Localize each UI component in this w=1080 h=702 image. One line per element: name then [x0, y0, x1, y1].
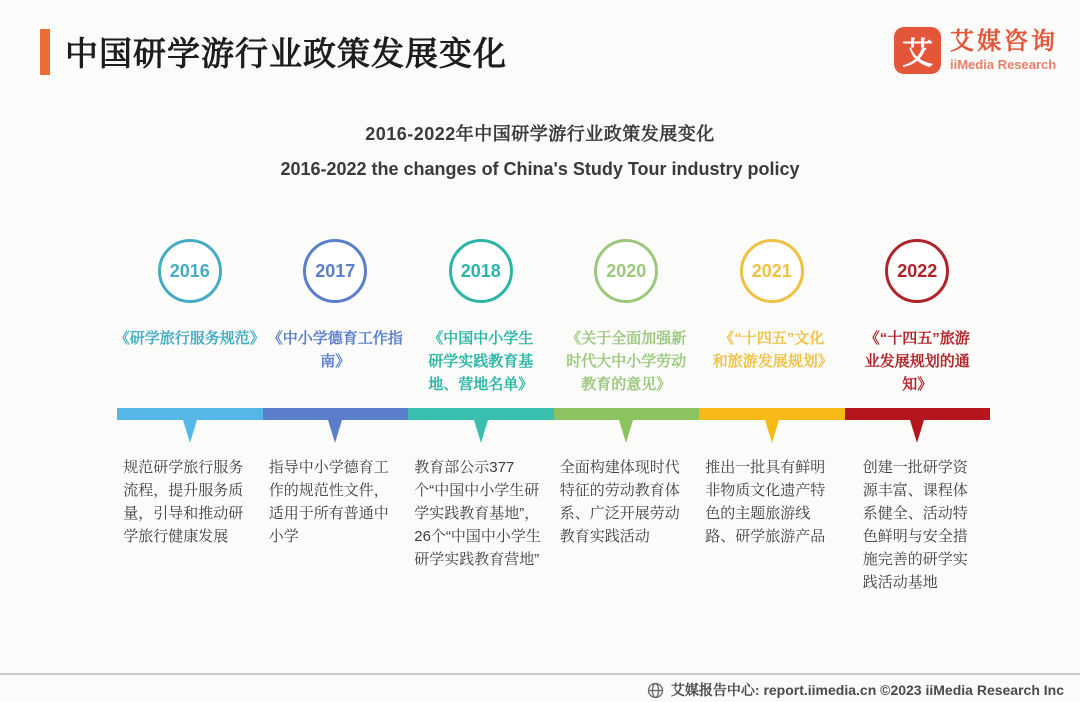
year-label: 2021 — [751, 260, 792, 281]
year-circle-row — [117, 239, 990, 303]
timeline-pointer — [474, 420, 488, 443]
logo-name-en: iiMedia Research — [950, 56, 1057, 72]
policy-description-2016: 规范研学旅行服务流程，提升服务质量，引导和推动研学旅行健康发展 — [123, 459, 244, 545]
year-label: 2020 — [606, 260, 647, 281]
timeline-segment-2016 — [117, 408, 263, 420]
year-circle-2016 — [158, 239, 222, 303]
year-circle-2020 — [594, 239, 658, 303]
chart-title-en: 2016-2022 the changes of China's Study Tour industry policy — [280, 159, 800, 179]
iimedia-globe-icon — [647, 682, 664, 699]
title-accent-bar — [40, 29, 50, 75]
page-title: 中国研学游行业政策发展变化 — [65, 35, 507, 72]
policy-title-2016: 《研学旅行服务规范》 — [114, 330, 265, 347]
timeline-segment-2017 — [263, 408, 409, 420]
year-circle-2022 — [885, 239, 949, 303]
timeline-pointer — [183, 420, 197, 443]
chart-subtitle — [0, 120, 1080, 180]
policy-title-2022: 《“十四五”旅游业发展规划的通知》 — [864, 330, 970, 393]
page-header — [40, 28, 507, 75]
logo-name-zh: 艾媒咨询 — [950, 28, 1058, 56]
footer — [647, 680, 1064, 700]
year-label: 2022 — [897, 260, 938, 281]
chart-title-zh: 2016-2022年中国研学游行业政策发展变化 — [365, 124, 715, 144]
policy-description-2022: 创建一批研学资源丰富、课程体系健全、活动特色鲜明与安全措施完善的研学实践活动基地 — [862, 459, 968, 591]
policy-description-2021: 推出一批具有鲜明非物质文化遗产特色的主题旅游线路、研学旅游产品 — [705, 459, 826, 545]
policy-timeline — [114, 239, 990, 594]
logo-text — [950, 29, 1058, 72]
timeline-pointer — [765, 420, 779, 443]
footer-text: 艾媒报告中心: report.iimedia.cn ©2023 iiMedia Research Inc — [670, 682, 1064, 698]
timeline-segment-2022 — [845, 408, 991, 420]
year-circle-2021 — [740, 239, 804, 303]
policy-description-2018: 教育部公示377个“中国中小学生研学实践教育基地”，26个“中国中小学生研学实践教育营地” — [414, 459, 541, 568]
timeline-pointer — [910, 420, 924, 443]
policy-description-row — [117, 456, 990, 594]
iimedia-logo-icon: 艾 — [894, 27, 941, 74]
year-circle-2017 — [303, 239, 367, 303]
year-label: 2018 — [460, 260, 501, 281]
policy-description-2020: 全面构建体现时代特征的劳动教育体系、广泛开展劳动教育实践活动 — [559, 459, 680, 545]
policy-name-row — [114, 327, 990, 408]
timeline-bar — [117, 408, 990, 420]
policy-title-2017: 《中小学德育工作指南》 — [267, 330, 403, 370]
timeline-pointer — [328, 420, 342, 443]
timeline-segment-2018 — [408, 408, 554, 420]
policy-title-2018: 《中国中小学生研学实践教育基地、营地名单》 — [428, 330, 534, 393]
policy-title-2021: 《“十四五”文化和旅游发展规划》 — [712, 330, 833, 370]
timeline-segment-2021 — [699, 408, 845, 420]
footer-divider — [0, 673, 1080, 675]
year-label: 2017 — [315, 260, 356, 281]
iimedia-logo — [894, 27, 1058, 74]
policy-description-2017: 指导中小学德育工作的规范性文件，适用于所有普通中小学 — [268, 459, 389, 545]
year-label: 2016 — [169, 260, 210, 281]
year-circle-2018 — [449, 239, 513, 303]
policy-title-2020: 《关于全面加强新时代大中小学劳动教育的意见》 — [566, 330, 687, 393]
timeline-segment-2020 — [554, 408, 700, 420]
timeline-pointer — [619, 420, 633, 443]
